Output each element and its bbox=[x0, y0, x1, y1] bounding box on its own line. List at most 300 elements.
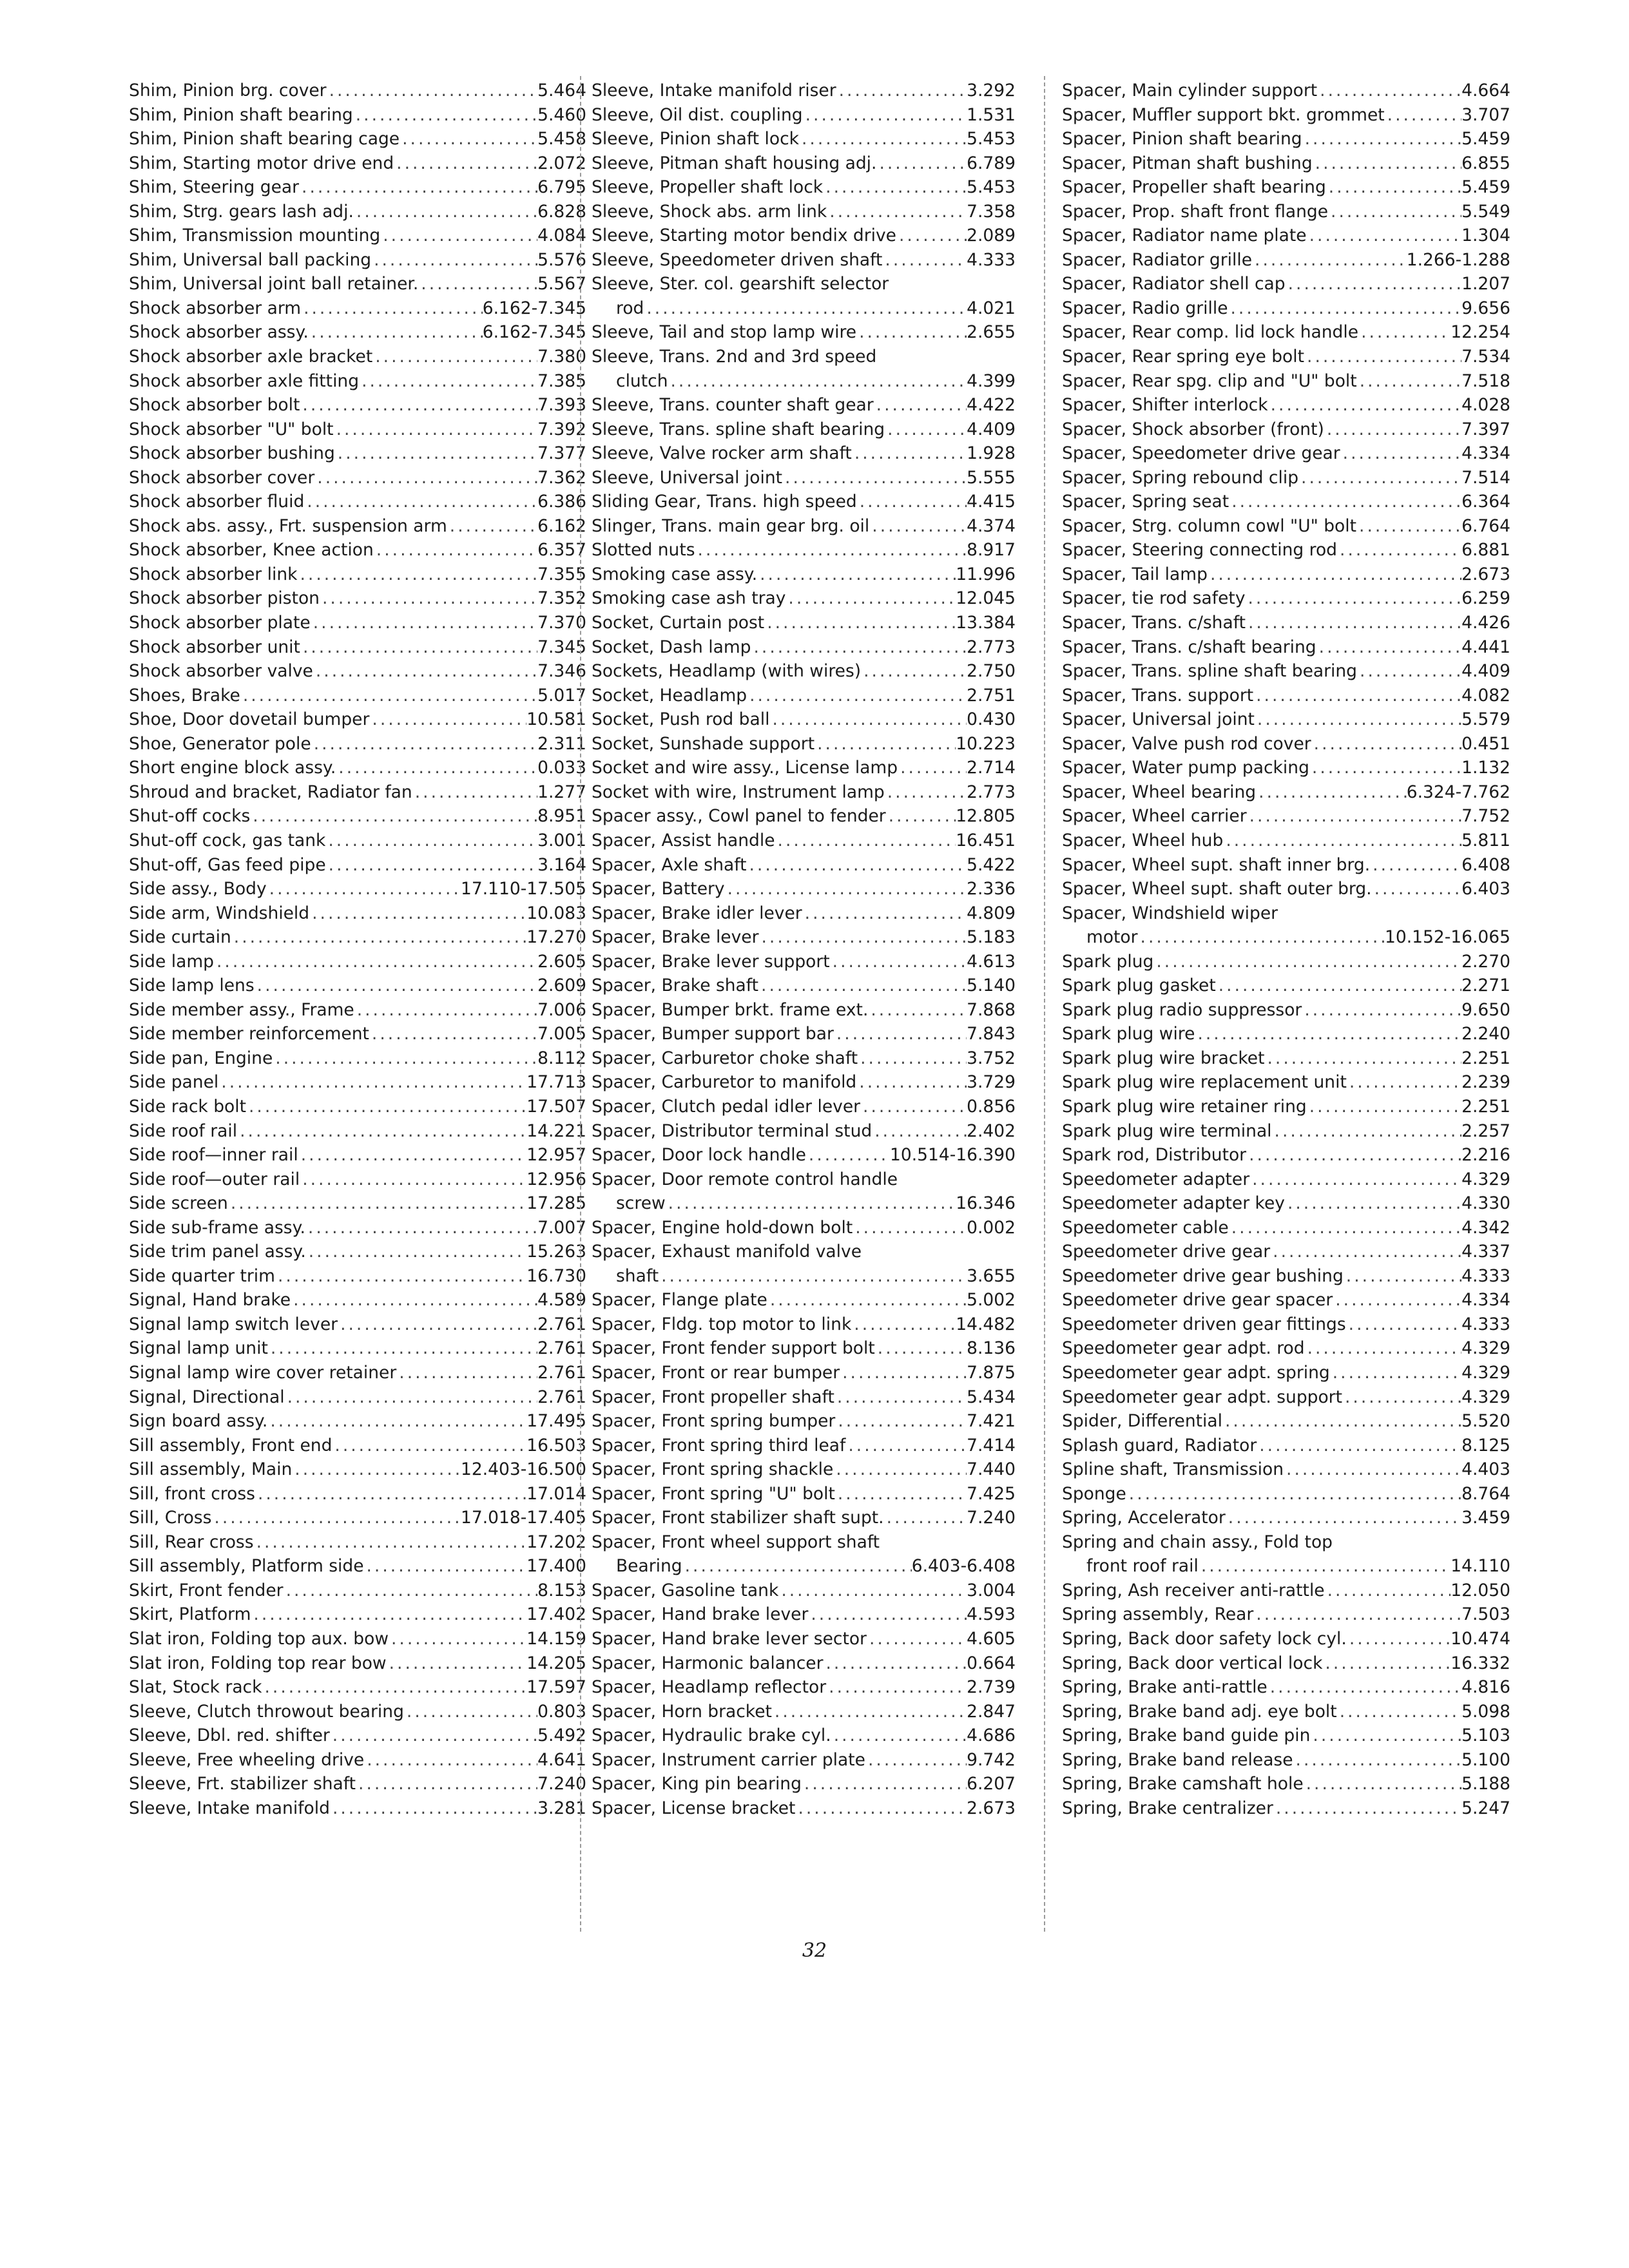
entry-label: Speedometer gear adpt. spring bbox=[1062, 1362, 1330, 1383]
entry-page-ref: 7.393 bbox=[537, 395, 586, 416]
dot-leader bbox=[872, 1119, 967, 1144]
dot-leader bbox=[330, 1724, 537, 1748]
entry-page-ref: 2.089 bbox=[967, 226, 1016, 246]
index-entry bbox=[129, 1312, 586, 1337]
dot-leader bbox=[364, 1554, 527, 1579]
entry-page-ref: 6.881 bbox=[1461, 540, 1510, 561]
index-entry bbox=[592, 127, 1016, 151]
entry-label: Spacer, Distributor terminal stud bbox=[592, 1120, 872, 1141]
entry-label: Spring, Ash receiver anti-rattle bbox=[1062, 1580, 1325, 1600]
index-entry bbox=[129, 925, 586, 950]
index-entry bbox=[592, 200, 1016, 224]
index-entry bbox=[1062, 1070, 1510, 1095]
index-entry bbox=[129, 103, 586, 128]
entry-label: Sleeve, Shock abs. arm link bbox=[592, 201, 827, 222]
index-entry bbox=[1062, 1748, 1510, 1773]
entry-page-ref: 16.332 bbox=[1451, 1653, 1510, 1673]
index-entry bbox=[592, 1119, 1016, 1144]
entry-page-ref: 2.750 bbox=[967, 661, 1016, 682]
entry-page-ref: 7.005 bbox=[537, 1024, 586, 1044]
entry-page-ref: 7.385 bbox=[537, 370, 586, 391]
dot-leader bbox=[313, 659, 537, 684]
index-entry bbox=[592, 1434, 1016, 1458]
entry-page-ref: 4.330 bbox=[1461, 1193, 1510, 1214]
entry-page-ref: 7.752 bbox=[1461, 806, 1510, 827]
dot-leader bbox=[666, 1191, 956, 1216]
index-entry bbox=[129, 1361, 586, 1385]
index-entry bbox=[129, 1700, 586, 1724]
index-entry bbox=[592, 538, 1016, 562]
dot-leader bbox=[806, 1143, 890, 1168]
entry-page-ref: 12.403-16.500 bbox=[460, 1459, 586, 1480]
dot-leader bbox=[251, 1602, 526, 1627]
entry-label: Spring, Brake band adj. eye bolt bbox=[1062, 1701, 1337, 1722]
entry-label: Sponge bbox=[1062, 1483, 1126, 1504]
index-entry bbox=[592, 1216, 1016, 1240]
dot-leader bbox=[1199, 1554, 1451, 1579]
index-entry bbox=[129, 1070, 586, 1095]
index-entry bbox=[592, 224, 1016, 248]
entry-label: Spark plug radio suppressor bbox=[1062, 999, 1302, 1020]
dot-leader bbox=[868, 998, 967, 1023]
entry-page-ref: 5.458 bbox=[537, 129, 586, 149]
dot-leader bbox=[396, 1361, 537, 1385]
entry-page-ref: 7.362 bbox=[537, 467, 586, 488]
dot-leader bbox=[1247, 804, 1462, 829]
index-entry bbox=[129, 1482, 586, 1506]
entry-page-ref: 2.773 bbox=[967, 782, 1016, 802]
entry-page-ref: 5.567 bbox=[537, 274, 586, 294]
entry-label: Spacer, Engine hold-down bolt bbox=[592, 1217, 853, 1238]
index-entry bbox=[129, 1772, 586, 1796]
entry-label: Smoking case assy. bbox=[592, 564, 758, 584]
index-entry bbox=[592, 514, 1016, 539]
entry-label: Spacer, Rear comp. lid lock handle bbox=[1062, 322, 1359, 343]
entry-page-ref: 2.761 bbox=[537, 1314, 586, 1334]
entry-label: Shock absorber cover bbox=[129, 467, 315, 488]
entry-page-ref: 4.329 bbox=[1461, 1387, 1510, 1407]
index-entry bbox=[592, 1602, 1016, 1627]
entry-label: Skirt, Front fender bbox=[129, 1580, 284, 1600]
index-entry bbox=[129, 998, 586, 1023]
entry-label: Socket, Headlamp bbox=[592, 685, 747, 706]
entry-label: Spline shaft, Transmission bbox=[1062, 1459, 1284, 1480]
index-entry bbox=[129, 175, 586, 200]
entry-page-ref: 2.673 bbox=[967, 1798, 1016, 1818]
index-entry bbox=[1062, 418, 1510, 442]
index-entry bbox=[129, 1119, 586, 1144]
dot-leader bbox=[250, 804, 537, 829]
index-entry bbox=[1062, 1312, 1510, 1337]
entry-page-ref: 4.329 bbox=[1461, 1169, 1510, 1189]
entry-page-ref: 4.333 bbox=[1461, 1314, 1510, 1334]
index-entry bbox=[592, 1168, 1016, 1192]
entry-label: Signal, Hand brake bbox=[129, 1290, 291, 1311]
entry-label: Spring, Accelerator bbox=[1062, 1508, 1226, 1528]
index-entry bbox=[129, 707, 586, 732]
index-entry bbox=[592, 780, 1016, 805]
entry-label: Spacer, Radiator shell cap bbox=[1062, 274, 1286, 294]
index-entry bbox=[1062, 1602, 1510, 1627]
entry-page-ref: 5.492 bbox=[537, 1725, 586, 1746]
entry-page-ref: 13.384 bbox=[956, 613, 1016, 633]
entry-page-ref: 4.409 bbox=[967, 419, 1016, 439]
entry-page-ref: 5.098 bbox=[1461, 1701, 1510, 1722]
entry-label: Spacer, Bumper brkt. frame ext. bbox=[592, 999, 869, 1020]
index-entry bbox=[592, 1700, 1016, 1724]
dot-leader bbox=[833, 1457, 967, 1482]
dot-leader bbox=[826, 1675, 967, 1700]
entry-label: Spacer, Front or rear bumper bbox=[592, 1362, 840, 1383]
entry-label: Spacer, Pitman shaft bushing bbox=[1062, 153, 1313, 173]
index-entry bbox=[592, 1530, 1016, 1555]
dot-leader bbox=[857, 490, 967, 514]
dot-leader bbox=[1253, 684, 1461, 708]
dot-leader bbox=[330, 1796, 537, 1821]
index-entry bbox=[592, 659, 1016, 684]
index-entry bbox=[1062, 345, 1510, 369]
entry-label: Speedometer adapter key bbox=[1062, 1193, 1285, 1214]
dot-leader bbox=[1347, 1070, 1461, 1095]
entry-label: Slotted nuts bbox=[592, 540, 695, 561]
entry-label: Spacer, Assist handle bbox=[592, 830, 775, 850]
index-entry bbox=[592, 151, 1016, 176]
entry-page-ref: 7.534 bbox=[1461, 347, 1510, 367]
dot-leader bbox=[214, 950, 537, 974]
index-entry bbox=[129, 272, 586, 296]
dot-leader bbox=[668, 369, 967, 394]
entry-label: Side arm, Windshield bbox=[129, 903, 310, 923]
entry-label: Sleeve, Intake manifold bbox=[129, 1798, 330, 1818]
entry-page-ref: 8.951 bbox=[537, 806, 586, 827]
index-entry bbox=[129, 804, 586, 829]
dot-leader bbox=[898, 756, 967, 780]
dot-leader bbox=[803, 103, 967, 128]
entry-label: Spacer, Headlamp reflector bbox=[592, 1677, 827, 1698]
index-entry bbox=[592, 1312, 1016, 1337]
entry-label: Sleeve, Pinion shaft lock bbox=[592, 129, 799, 149]
dot-leader bbox=[1273, 1796, 1461, 1821]
dot-leader bbox=[262, 1675, 526, 1700]
dot-leader bbox=[387, 1651, 527, 1676]
index-entry bbox=[129, 1530, 586, 1555]
index-entry bbox=[129, 248, 586, 273]
index-entry bbox=[592, 586, 1016, 611]
index-entry bbox=[592, 1796, 1016, 1821]
entry-label: Sill assembly, Front end bbox=[129, 1435, 333, 1456]
index-entry bbox=[1062, 1046, 1510, 1071]
index-entry bbox=[592, 1143, 1016, 1168]
index-entry bbox=[129, 1554, 586, 1579]
entry-page-ref: 5.576 bbox=[537, 249, 586, 270]
dot-leader bbox=[412, 780, 537, 805]
dot-leader bbox=[359, 369, 537, 394]
dot-leader bbox=[320, 586, 537, 611]
entry-label: Spacer, Front fender support bolt bbox=[592, 1338, 875, 1359]
index-entry bbox=[129, 224, 586, 248]
entry-label: Side screen bbox=[129, 1193, 228, 1214]
index-entry bbox=[129, 901, 586, 926]
dot-leader bbox=[298, 1143, 527, 1168]
index-entry bbox=[129, 1168, 586, 1192]
index-entry bbox=[1062, 756, 1510, 780]
entry-page-ref: 10.474 bbox=[1451, 1629, 1510, 1649]
index-entry bbox=[1062, 224, 1510, 248]
index-entry bbox=[592, 393, 1016, 418]
entry-page-ref: 14.110 bbox=[1451, 1556, 1510, 1577]
index-entry bbox=[1062, 1385, 1510, 1410]
entry-page-ref: 17.018-17.405 bbox=[460, 1508, 586, 1528]
dot-leader bbox=[856, 320, 967, 345]
dot-leader bbox=[1226, 1506, 1461, 1530]
entry-page-ref: 4.422 bbox=[967, 395, 1016, 416]
entry-page-ref: 6.364 bbox=[1461, 492, 1510, 512]
entry-page-ref: 10.581 bbox=[526, 709, 586, 730]
entry-page-ref: 7.392 bbox=[537, 419, 586, 439]
entry-page-ref: 0.033 bbox=[537, 758, 586, 778]
entry-label: Spacer, Trans. support bbox=[1062, 685, 1254, 706]
entry-label: Shock absorber, Knee action bbox=[129, 540, 374, 561]
entry-page-ref: 5.464 bbox=[537, 81, 586, 101]
entry-label: Spacer, Shifter interlock bbox=[1062, 395, 1268, 416]
entry-page-ref: 12.050 bbox=[1451, 1580, 1510, 1600]
entry-label: Signal, Directional bbox=[129, 1387, 285, 1407]
entry-label: Spacer, Prop. shaft front flange bbox=[1062, 201, 1329, 222]
entry-page-ref: 10.083 bbox=[526, 903, 586, 923]
entry-label: Spacer, Wheel supt. shaft inner brg. bbox=[1062, 854, 1371, 875]
entry-label: Socket, Sunshade support bbox=[592, 733, 815, 754]
dot-leader bbox=[886, 804, 956, 829]
index-entry bbox=[129, 151, 586, 176]
index-entry bbox=[1062, 538, 1510, 562]
dot-leader bbox=[1302, 998, 1461, 1023]
entry-page-ref: 5.103 bbox=[1461, 1725, 1510, 1746]
dot-leader bbox=[1246, 1143, 1461, 1168]
entry-label: Side roof—inner rail bbox=[129, 1145, 298, 1166]
entry-page-ref: 5.459 bbox=[1461, 129, 1510, 149]
dot-leader bbox=[1293, 1748, 1462, 1773]
dot-leader bbox=[309, 901, 526, 926]
entry-label: Spacer, Strg. column cowl "U" bolt bbox=[1062, 515, 1357, 536]
entry-page-ref: 4.333 bbox=[967, 249, 1016, 270]
index-entry bbox=[129, 1724, 586, 1748]
entry-label: Splash guard, Radiator bbox=[1062, 1435, 1257, 1456]
index-entry bbox=[592, 369, 1016, 394]
index-entry bbox=[592, 1191, 1016, 1216]
entry-page-ref: 4.686 bbox=[967, 1725, 1016, 1746]
entry-page-ref: 16.503 bbox=[526, 1435, 586, 1456]
entry-label: Shock absorber fluid bbox=[129, 492, 305, 512]
entry-page-ref: 7.414 bbox=[967, 1435, 1016, 1456]
dot-leader bbox=[869, 514, 967, 539]
entry-label: Socket, Dash lamp bbox=[592, 637, 751, 657]
entry-label: Sleeve, Oil dist. coupling bbox=[592, 104, 803, 125]
entry-label: Speedometer gear adpt. rod bbox=[1062, 1338, 1305, 1359]
entry-label: Spacer, Speedometer drive gear bbox=[1062, 443, 1340, 464]
index-entry bbox=[592, 320, 1016, 345]
dot-leader bbox=[371, 248, 537, 273]
entry-page-ref: 2.257 bbox=[1461, 1120, 1510, 1141]
dot-leader bbox=[782, 466, 967, 490]
entry-label: Side roof rail bbox=[129, 1120, 238, 1141]
entry-label: Shroud and bracket, Radiator fan bbox=[129, 782, 412, 802]
entry-page-ref: 9.656 bbox=[1461, 298, 1510, 318]
entry-page-ref: 17.507 bbox=[526, 1096, 586, 1117]
dot-leader bbox=[311, 732, 537, 756]
index-entry bbox=[592, 1554, 1016, 1579]
index-entry bbox=[129, 950, 586, 974]
entry-label: Spacer, Muffler support bkt. grommet bbox=[1062, 104, 1385, 125]
dot-leader bbox=[246, 1095, 526, 1119]
dot-leader bbox=[335, 441, 537, 466]
dot-leader bbox=[757, 562, 956, 587]
entry-page-ref: 10.152-16.065 bbox=[1384, 927, 1510, 948]
entry-page-ref: 8.764 bbox=[1461, 1483, 1510, 1504]
index-entry bbox=[129, 684, 586, 708]
entry-page-ref: 8.917 bbox=[967, 540, 1016, 561]
entry-page-ref: 14.205 bbox=[526, 1653, 586, 1673]
dot-leader bbox=[285, 1385, 538, 1410]
index-entry bbox=[1062, 1772, 1510, 1796]
entry-label: Spark plug wire bbox=[1062, 1024, 1195, 1044]
dot-leader bbox=[1357, 369, 1461, 394]
entry-page-ref: 4.021 bbox=[967, 298, 1016, 318]
dot-leader bbox=[1264, 1046, 1461, 1071]
entry-label: Sleeve, Dbl. red. shifter bbox=[129, 1725, 330, 1746]
entry-page-ref: 2.251 bbox=[1461, 1096, 1510, 1117]
entry-label: Spacer, Exhaust manifold valve bbox=[592, 1242, 862, 1262]
entry-label: Spacer, Battery bbox=[592, 879, 725, 899]
index-entry bbox=[592, 1361, 1016, 1385]
index-entry bbox=[1062, 1336, 1510, 1361]
entry-page-ref: 2.655 bbox=[967, 322, 1016, 343]
entry-label: rod bbox=[616, 298, 644, 318]
dot-leader bbox=[1324, 418, 1461, 442]
entry-page-ref: 5.247 bbox=[1461, 1798, 1510, 1818]
index-entry bbox=[129, 490, 586, 514]
entry-label: Sleeve, Trans. counter shaft gear bbox=[592, 395, 874, 416]
dot-leader bbox=[836, 79, 967, 103]
dot-leader bbox=[231, 925, 526, 950]
entry-label: Spacer, Radiator name plate bbox=[1062, 226, 1307, 246]
index-entry bbox=[1062, 1361, 1510, 1385]
entry-label: Shock absorber assy. bbox=[129, 322, 309, 343]
dot-leader bbox=[292, 1457, 461, 1482]
dot-leader bbox=[1340, 441, 1461, 466]
entry-label: Shim, Transmission mounting bbox=[129, 226, 381, 246]
index-entry bbox=[129, 1675, 586, 1700]
entry-page-ref: 2.605 bbox=[537, 951, 586, 972]
entry-page-ref: 4.329 bbox=[1461, 1338, 1510, 1359]
entry-label: Spacer, Main cylinder support bbox=[1062, 81, 1318, 101]
entry-page-ref: 4.605 bbox=[967, 1629, 1016, 1649]
dot-leader bbox=[304, 490, 537, 514]
dot-leader bbox=[1372, 877, 1462, 901]
entry-page-ref: 4.426 bbox=[1461, 613, 1510, 633]
dot-leader bbox=[865, 1748, 967, 1773]
index-entry bbox=[1062, 1796, 1510, 1821]
entry-label: Spacer, Rear spring eye bolt bbox=[1062, 347, 1305, 367]
dot-leader bbox=[1268, 1675, 1461, 1700]
entry-page-ref: 2.270 bbox=[1461, 951, 1510, 972]
index-column-3 bbox=[1062, 79, 1510, 1820]
index-entry bbox=[1062, 1627, 1510, 1651]
dot-leader bbox=[758, 974, 967, 998]
dot-leader bbox=[644, 296, 967, 321]
entry-page-ref: 17.402 bbox=[526, 1604, 586, 1625]
index-entry bbox=[1062, 707, 1510, 732]
index-entry bbox=[1062, 490, 1510, 514]
index-entry bbox=[592, 562, 1016, 587]
index-entry bbox=[129, 780, 586, 805]
index-entry bbox=[1062, 393, 1510, 418]
dot-leader bbox=[1153, 950, 1461, 974]
entry-label: Spacer, Door remote control handle bbox=[592, 1169, 898, 1189]
entry-label: Spark plug wire replacement unit bbox=[1062, 1072, 1347, 1093]
entry-label: Shock absorber bushing bbox=[129, 443, 335, 464]
entry-label: Spacer, Front spring shackle bbox=[592, 1459, 834, 1480]
index-entry bbox=[1062, 780, 1510, 805]
index-entry bbox=[1062, 659, 1510, 684]
entry-page-ref: 1.531 bbox=[967, 104, 1016, 125]
entry-label: Shim, Universal ball packing bbox=[129, 249, 372, 270]
dot-leader bbox=[211, 1506, 461, 1530]
entry-label: Shim, Pinion brg. cover bbox=[129, 81, 327, 101]
dot-leader bbox=[297, 562, 537, 587]
dot-leader bbox=[1255, 707, 1461, 732]
dot-leader bbox=[306, 1240, 527, 1264]
entry-page-ref: 17.597 bbox=[526, 1677, 586, 1698]
entry-label: Slat, Stock rack bbox=[129, 1677, 262, 1698]
dot-leader bbox=[1370, 853, 1461, 878]
dot-leader bbox=[1313, 151, 1461, 176]
index-entry bbox=[592, 853, 1016, 878]
dot-leader bbox=[327, 79, 538, 103]
entry-label: Spacer, Door lock handle bbox=[592, 1145, 806, 1166]
entry-label: Spring, Back door vertical lock bbox=[1062, 1653, 1323, 1673]
entry-label: clutch bbox=[616, 370, 668, 391]
dot-leader bbox=[1268, 393, 1462, 418]
entry-label: Spacer assy., Cowl panel to fender bbox=[592, 806, 886, 827]
dot-leader bbox=[764, 611, 956, 635]
dot-leader bbox=[354, 200, 537, 224]
entry-label: Spring, Brake band release bbox=[1062, 1749, 1293, 1770]
entry-label: Shock absorber bolt bbox=[129, 395, 300, 416]
dot-leader bbox=[1326, 175, 1461, 200]
dot-leader bbox=[852, 441, 967, 466]
index-entry bbox=[129, 974, 586, 998]
index-entry bbox=[1062, 853, 1510, 878]
entry-label: Sleeve, Tail and stop lamp wire bbox=[592, 322, 857, 343]
index-entry bbox=[1062, 1240, 1510, 1264]
entry-page-ref: 4.342 bbox=[1461, 1217, 1510, 1238]
index-entry bbox=[129, 79, 586, 103]
entry-page-ref: 15.263 bbox=[526, 1242, 586, 1262]
entry-page-ref: 7.440 bbox=[967, 1459, 1016, 1480]
dot-leader bbox=[861, 659, 967, 684]
dot-leader bbox=[354, 998, 537, 1023]
index-entry bbox=[1062, 1651, 1510, 1676]
index-entry bbox=[1062, 248, 1510, 273]
index-entry bbox=[592, 829, 1016, 853]
dot-leader bbox=[1302, 127, 1462, 151]
entry-page-ref: 6.162 bbox=[537, 515, 586, 536]
entry-label: Signal lamp wire cover retainer bbox=[129, 1362, 397, 1383]
entry-label: Smoking case ash tray bbox=[592, 588, 786, 609]
entry-page-ref: 4.334 bbox=[1461, 443, 1510, 464]
dot-leader bbox=[1222, 1409, 1461, 1434]
index-entry bbox=[1062, 1022, 1510, 1046]
